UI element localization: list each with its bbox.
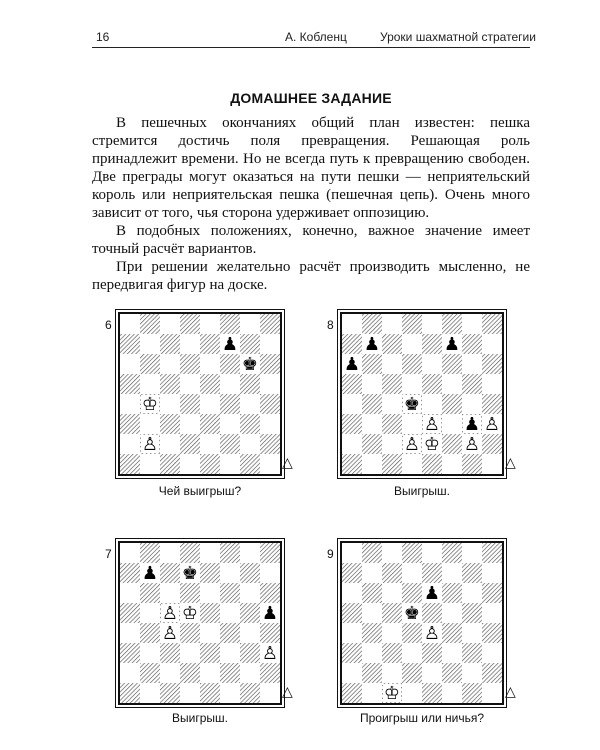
- dark-square: [422, 603, 442, 623]
- dark-square: [160, 414, 180, 434]
- dark-square: [382, 454, 402, 474]
- dark-square: [462, 603, 482, 623]
- dark-square: [482, 623, 502, 643]
- dark-square: [442, 314, 462, 334]
- header-rule: [92, 47, 530, 48]
- dark-square: [462, 374, 482, 394]
- dark-square: [140, 314, 160, 334]
- chessboard: [342, 543, 502, 703]
- dark-square: [422, 374, 442, 394]
- dark-square: [260, 583, 280, 603]
- white-king-icon: ♔: [383, 683, 401, 703]
- side-to-move-icon: △: [505, 455, 516, 471]
- dark-square: [160, 334, 180, 354]
- dark-square: [342, 334, 362, 354]
- dark-square: [442, 583, 462, 603]
- dark-square: [482, 583, 502, 603]
- chessboard: [120, 543, 280, 703]
- paragraph: При решении желательно расчёт производить мысленно, не передвигая фигур на доске.: [92, 259, 530, 293]
- dark-square: [180, 434, 200, 454]
- dark-square: [382, 334, 402, 354]
- chessboard: [120, 314, 280, 474]
- dark-square: [200, 414, 220, 434]
- white-king-icon: ♔: [423, 434, 441, 455]
- chessboard: [342, 314, 502, 474]
- dark-square: [140, 663, 160, 683]
- dark-square: [180, 583, 200, 603]
- dark-square: [160, 643, 180, 663]
- diagram-caption: Выигрыш.: [172, 711, 228, 725]
- dark-square: [462, 683, 482, 703]
- dark-square: [200, 643, 220, 663]
- dark-square: [200, 334, 220, 354]
- black-pawn-icon: ♟: [221, 334, 239, 355]
- dark-square: [402, 663, 422, 683]
- side-to-move-icon: △: [282, 455, 293, 471]
- dark-square: [240, 334, 260, 354]
- dark-square: [240, 454, 260, 474]
- white-pawn-icon: ♙: [261, 643, 279, 664]
- dark-square: [160, 374, 180, 394]
- diagram-number: 7: [105, 547, 112, 561]
- dark-square: [402, 354, 422, 374]
- dark-square: [442, 663, 462, 683]
- paragraph: В пешечных окончаниях общий план известен: пешка стремится достичь поля превращения. Решающая роль принадлежит времени. Но не всегда путь к превращению свободен. Две преграды могут оказаться на пути пешки — неприятельский король или неприятельская пешка (пешечная цепь). Очень много зависит от того, чья сторона удерживает оппозицию.: [92, 115, 530, 221]
- dark-square: [260, 663, 280, 683]
- dark-square: [180, 623, 200, 643]
- dark-square: [422, 683, 442, 703]
- dark-square: [240, 374, 260, 394]
- side-to-move-icon: △: [505, 684, 516, 700]
- dark-square: [200, 374, 220, 394]
- dark-square: [482, 663, 502, 683]
- dark-square: [382, 603, 402, 623]
- running-title: Уроки шахматной стратегии: [380, 30, 536, 44]
- dark-square: [140, 543, 160, 563]
- dark-square: [260, 434, 280, 454]
- dark-square: [362, 543, 382, 563]
- dark-square: [120, 334, 140, 354]
- black-pawn-icon: ♟: [463, 414, 481, 435]
- dark-square: [442, 434, 462, 454]
- dark-square: [260, 394, 280, 414]
- dark-square: [442, 543, 462, 563]
- white-pawn-icon: ♙: [463, 434, 481, 455]
- dark-square: [180, 543, 200, 563]
- diagram-caption: Проигрыш или ничья?: [359, 711, 485, 725]
- dark-square: [442, 623, 462, 643]
- dark-square: [260, 314, 280, 334]
- dark-square: [382, 414, 402, 434]
- dark-square: [220, 663, 240, 683]
- side-to-move-icon: △: [282, 684, 293, 700]
- dark-square: [240, 603, 260, 623]
- diagram-caption: Выигрыш.: [394, 484, 450, 498]
- dark-square: [140, 623, 160, 643]
- dark-square: [120, 563, 140, 583]
- dark-square: [382, 563, 402, 583]
- dark-square: [342, 603, 362, 623]
- dark-square: [240, 643, 260, 663]
- dark-square: [220, 543, 240, 563]
- white-pawn-icon: ♙: [141, 434, 159, 455]
- dark-square: [402, 583, 422, 603]
- black-pawn-icon: ♟: [423, 583, 441, 604]
- dark-square: [462, 334, 482, 354]
- white-king-icon: ♔: [141, 394, 159, 415]
- section-title: ДОМАШНЕЕ ЗАДАНИЕ: [230, 90, 392, 106]
- dark-square: [462, 454, 482, 474]
- running-author: А. Кобленц: [285, 30, 347, 44]
- chess-diagram-9: [340, 541, 504, 705]
- dark-square: [120, 414, 140, 434]
- dark-square: [362, 583, 382, 603]
- dark-square: [220, 623, 240, 643]
- diagram-number: 6: [105, 318, 112, 332]
- page-number: 16: [96, 30, 110, 44]
- dark-square: [482, 394, 502, 414]
- dark-square: [442, 394, 462, 414]
- black-pawn-icon: ♟: [343, 354, 361, 375]
- dark-square: [120, 683, 140, 703]
- dark-square: [482, 354, 502, 374]
- diagram-number: 8: [327, 318, 334, 332]
- dark-square: [442, 354, 462, 374]
- chess-diagram-7: [118, 541, 282, 705]
- diagram-caption: Чей выигрыш?: [158, 484, 242, 498]
- dark-square: [402, 543, 422, 563]
- dark-square: [240, 563, 260, 583]
- dark-square: [120, 643, 140, 663]
- dark-square: [180, 314, 200, 334]
- dark-square: [402, 623, 422, 643]
- dark-square: [342, 374, 362, 394]
- dark-square: [422, 454, 442, 474]
- white-pawn-icon: ♙: [423, 623, 441, 644]
- dark-square: [342, 683, 362, 703]
- dark-square: [482, 434, 502, 454]
- dark-square: [180, 663, 200, 683]
- dark-square: [342, 643, 362, 663]
- white-pawn-icon: ♙: [423, 414, 441, 435]
- dark-square: [200, 683, 220, 703]
- dark-square: [342, 454, 362, 474]
- dark-square: [362, 314, 382, 334]
- black-pawn-icon: ♟: [141, 563, 159, 584]
- dark-square: [260, 543, 280, 563]
- dark-square: [342, 563, 362, 583]
- dark-square: [120, 603, 140, 623]
- dark-square: [260, 623, 280, 643]
- dark-square: [362, 623, 382, 643]
- dark-square: [220, 354, 240, 374]
- body-text: [92, 114, 530, 294]
- black-king-icon: ♚: [181, 563, 199, 584]
- white-pawn-icon: ♙: [161, 603, 179, 624]
- chess-diagram-6: [118, 312, 282, 476]
- dark-square: [240, 683, 260, 703]
- dark-square: [180, 354, 200, 374]
- dark-square: [422, 643, 442, 663]
- dark-square: [160, 563, 180, 583]
- chess-diagram-8: [340, 312, 504, 476]
- dark-square: [220, 434, 240, 454]
- dark-square: [160, 683, 180, 703]
- dark-square: [362, 434, 382, 454]
- dark-square: [260, 354, 280, 374]
- dark-square: [342, 414, 362, 434]
- dark-square: [180, 394, 200, 414]
- dark-square: [362, 394, 382, 414]
- dark-square: [422, 334, 442, 354]
- dark-square: [220, 314, 240, 334]
- black-king-icon: ♚: [403, 603, 421, 624]
- dark-square: [160, 454, 180, 474]
- dark-square: [200, 454, 220, 474]
- black-king-icon: ♚: [241, 354, 259, 375]
- dark-square: [200, 563, 220, 583]
- dark-square: [200, 603, 220, 623]
- dark-square: [362, 663, 382, 683]
- dark-square: [240, 414, 260, 434]
- dark-square: [120, 454, 140, 474]
- white-pawn-icon: ♙: [403, 434, 421, 455]
- white-king-icon: ♔: [181, 603, 199, 624]
- black-pawn-icon: ♟: [443, 334, 461, 355]
- diagram-number: 9: [327, 547, 334, 561]
- black-pawn-icon: ♟: [261, 603, 279, 624]
- dark-square: [220, 583, 240, 603]
- dark-square: [140, 583, 160, 603]
- dark-square: [402, 314, 422, 334]
- dark-square: [482, 543, 502, 563]
- black-king-icon: ♚: [403, 394, 421, 415]
- white-pawn-icon: ♙: [161, 623, 179, 644]
- dark-square: [120, 374, 140, 394]
- dark-square: [140, 354, 160, 374]
- white-pawn-icon: ♙: [483, 414, 501, 435]
- dark-square: [382, 374, 402, 394]
- dark-square: [482, 314, 502, 334]
- dark-square: [462, 563, 482, 583]
- dark-square: [362, 354, 382, 374]
- paragraph: В подобных положениях, конечно, важное значение имеет точный расчёт вариантов.: [92, 223, 530, 257]
- dark-square: [462, 643, 482, 663]
- black-pawn-icon: ♟: [363, 334, 381, 355]
- dark-square: [220, 394, 240, 414]
- dark-square: [422, 563, 442, 583]
- dark-square: [382, 643, 402, 663]
